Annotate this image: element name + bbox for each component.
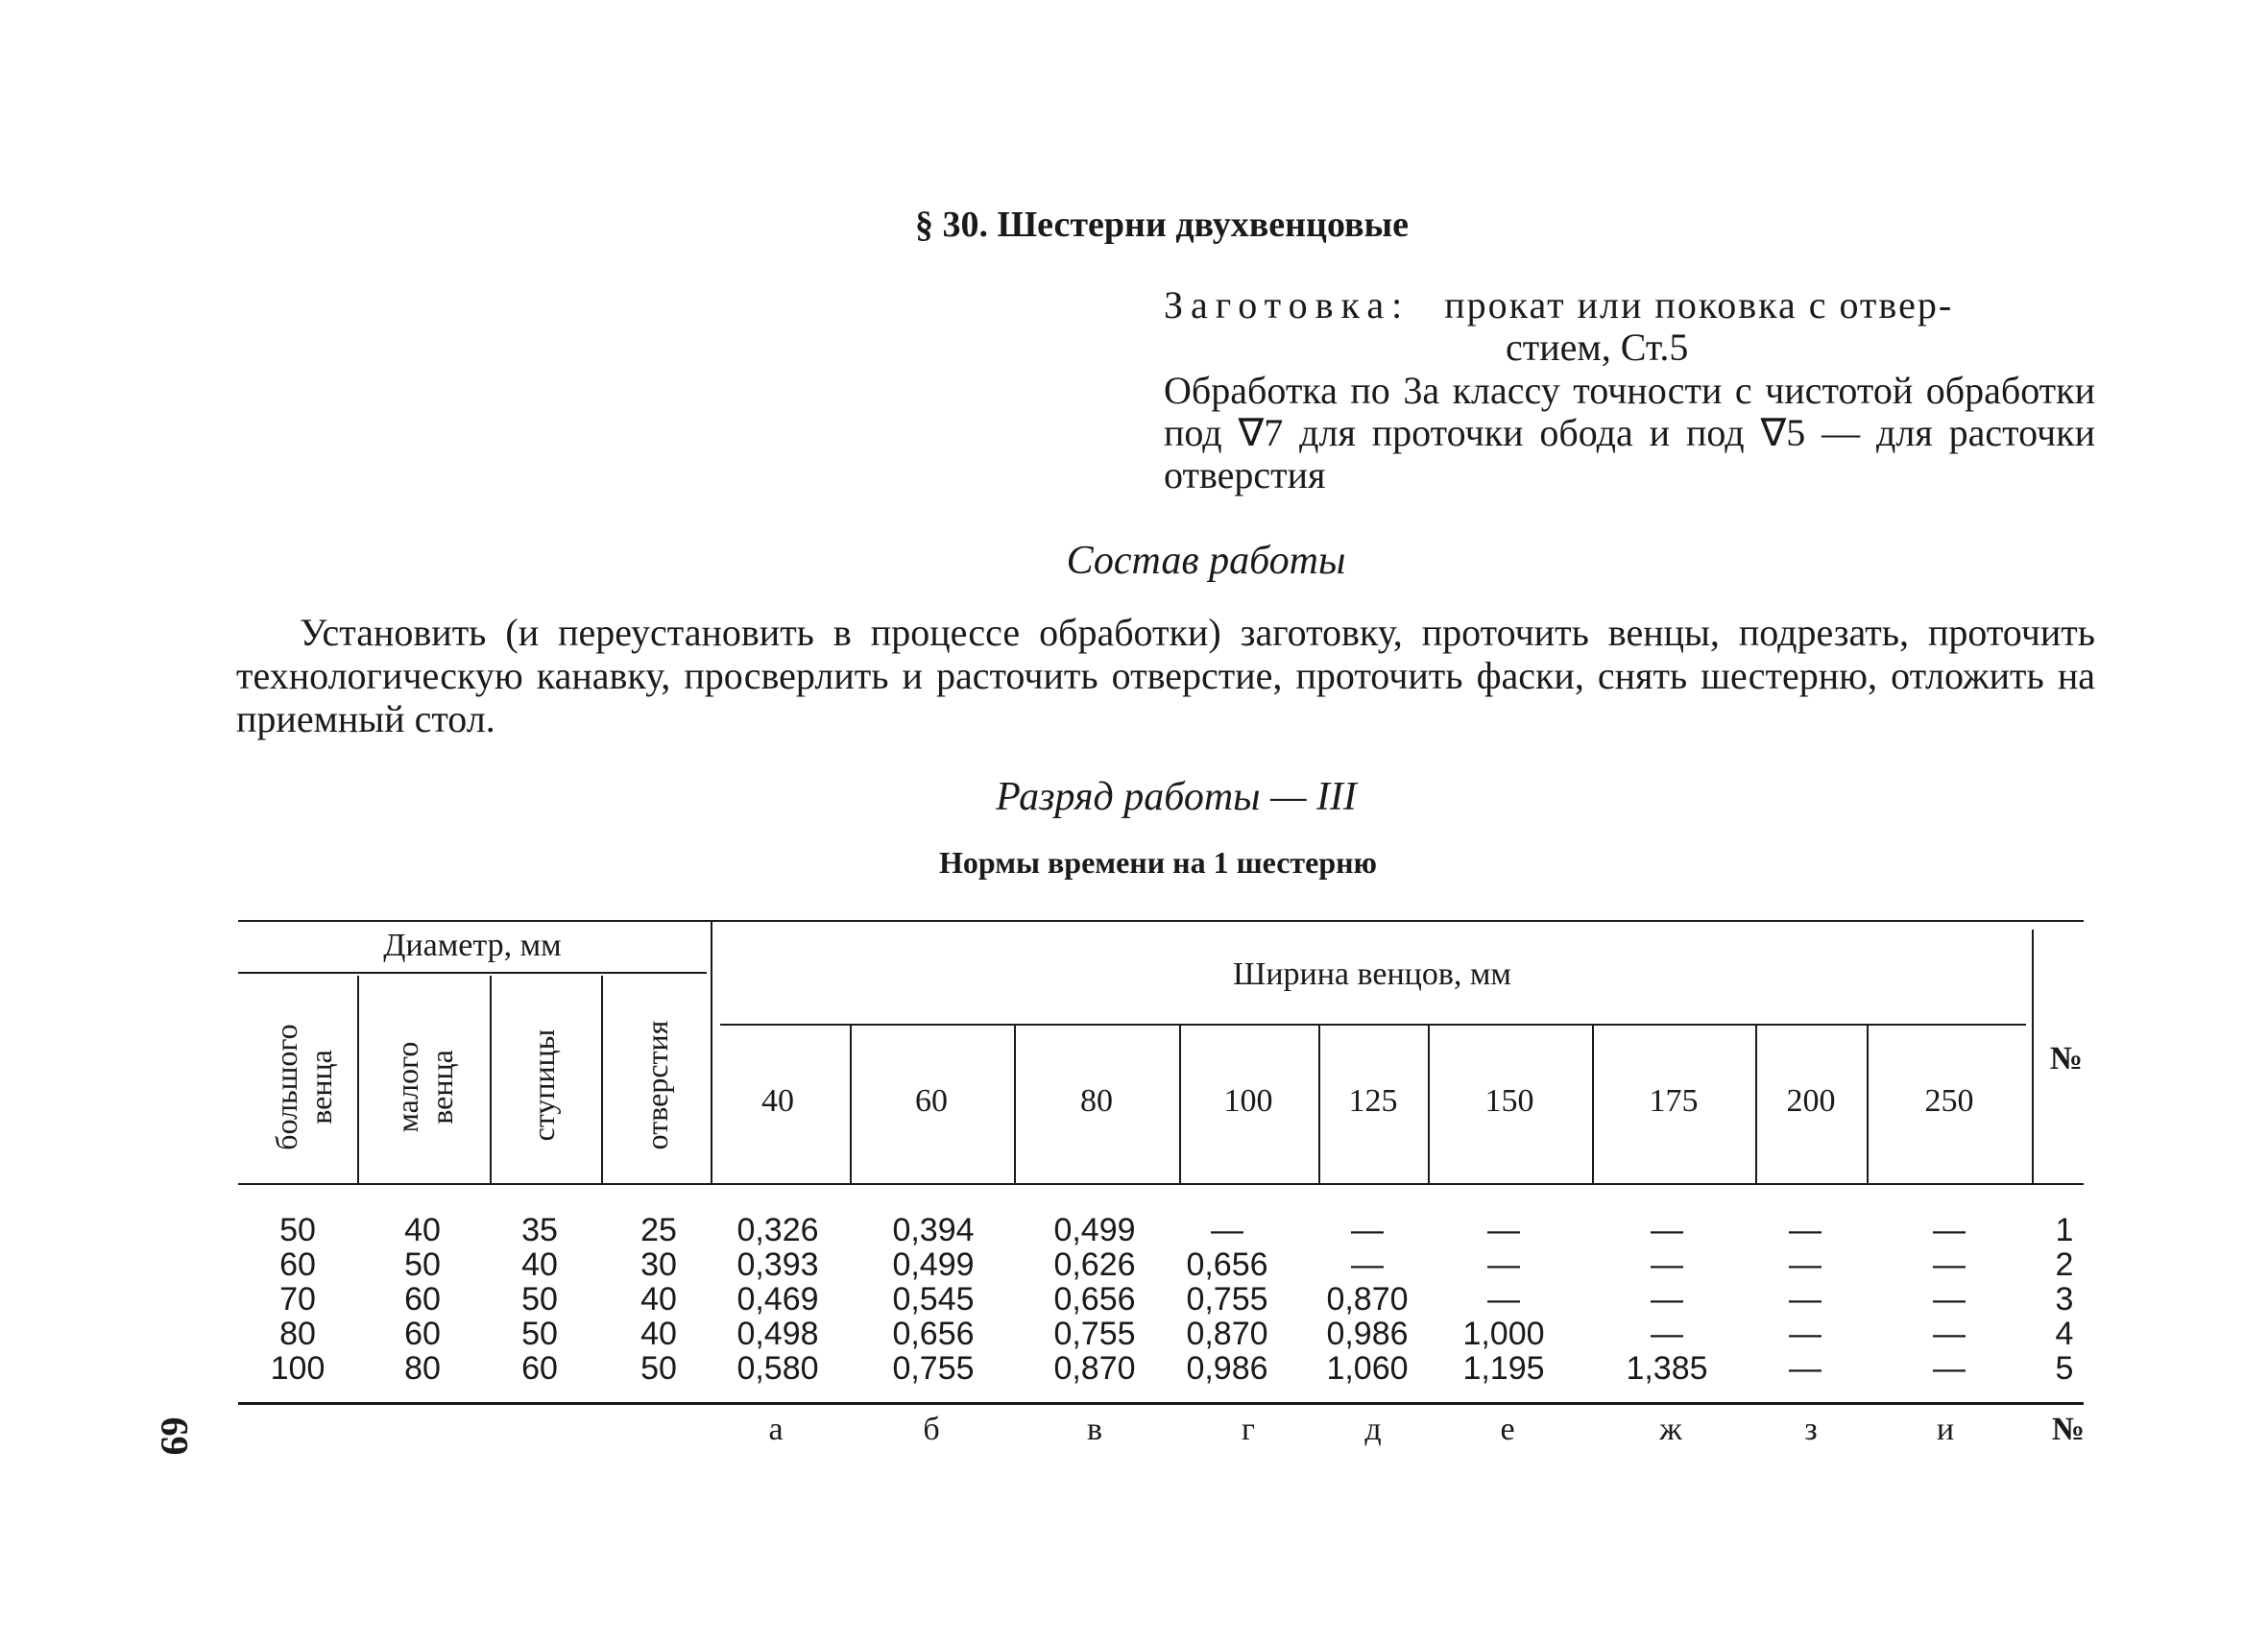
col-divider — [1428, 1026, 1430, 1183]
col-divider — [1179, 1026, 1181, 1183]
col-divider — [1592, 1026, 1594, 1183]
width-col-175: 175 — [1649, 1083, 1699, 1119]
width-header: Ширина венцов, мм — [1233, 956, 1511, 992]
time-cell: — — [1789, 1316, 1822, 1352]
diameter-cell: 40 — [404, 1212, 441, 1248]
page-number: 69 — [153, 1416, 197, 1456]
time-cell: — — [1351, 1212, 1384, 1248]
no-header: № — [2049, 1041, 2084, 1077]
footer-letter: ж — [1659, 1412, 1682, 1447]
time-cell: — — [1789, 1246, 1822, 1283]
col-divider — [490, 976, 492, 1183]
time-cell: — — [1487, 1246, 1520, 1283]
blank-description — [1164, 284, 2095, 369]
diameter-cell: 80 — [404, 1350, 441, 1387]
col-label-text: малого венца — [390, 1041, 459, 1133]
row-number: 2 — [2055, 1246, 2074, 1283]
diameter-cell: 50 — [640, 1350, 677, 1387]
time-cell: 0,870 — [1186, 1316, 1268, 1352]
time-cell: 0,498 — [736, 1316, 819, 1352]
footer-letter: б — [923, 1412, 940, 1447]
diameter-cell: 50 — [404, 1246, 441, 1283]
processing-text: Обработка по 3а классу точности с чистотой обработки под ∇7 для проточки обода и под ∇5 — для расточки отверстия — [1164, 369, 2095, 496]
time-cell: — — [1933, 1246, 1966, 1283]
time-cell: 0,394 — [892, 1212, 975, 1248]
width-header-rule — [720, 1024, 2026, 1026]
time-cell: — — [1211, 1212, 1243, 1248]
diameter-cell: 40 — [640, 1281, 677, 1318]
time-cell: 1,060 — [1326, 1350, 1409, 1387]
col-divider — [1318, 1026, 1320, 1183]
section-title: § 30. Шестерни двухвенцовые — [914, 205, 1410, 245]
col-label-big-crown — [269, 1010, 338, 1164]
width-col-250: 250 — [1924, 1083, 1974, 1119]
col-label-text: ступицы — [526, 1028, 561, 1142]
col-label-text: отверстия — [639, 1020, 674, 1150]
time-cell: 0,755 — [1053, 1316, 1136, 1352]
width-col-60: 60 — [915, 1083, 948, 1119]
time-cell: 0,580 — [736, 1350, 819, 1387]
time-cell: 0,870 — [1053, 1350, 1136, 1387]
diameter-cell: 60 — [279, 1246, 316, 1283]
time-cell: — — [1789, 1281, 1822, 1318]
time-cell: 0,626 — [1053, 1246, 1136, 1283]
footer-letter: в — [1086, 1412, 1103, 1447]
col-divider — [601, 976, 603, 1183]
time-cell: 0,499 — [1053, 1212, 1136, 1248]
row-number: 1 — [2055, 1212, 2074, 1248]
time-cell: — — [1933, 1281, 1966, 1318]
time-cell: 0,499 — [892, 1246, 975, 1283]
width-col-200: 200 — [1786, 1083, 1836, 1119]
blank-label: Заготовка: — [1164, 283, 1411, 327]
time-cell: 0,986 — [1326, 1316, 1409, 1352]
width-col-40: 40 — [761, 1083, 794, 1119]
time-cell: — — [1933, 1350, 1966, 1387]
time-cell: 0,986 — [1186, 1350, 1268, 1387]
time-cell: 0,545 — [892, 1281, 975, 1318]
time-cell: 0,656 — [1053, 1281, 1136, 1318]
col-label-text: большого венца — [269, 1024, 338, 1150]
col-divider — [850, 1026, 852, 1183]
time-cell: 1,195 — [1462, 1350, 1545, 1387]
col-divider — [357, 976, 359, 1183]
diameter-cell: 40 — [521, 1246, 558, 1283]
diameter-cell: 60 — [521, 1350, 558, 1387]
table-top-rule — [238, 920, 2084, 922]
diameter-cell: 100 — [270, 1350, 326, 1387]
time-cell: — — [1487, 1281, 1520, 1318]
col-label-small-crown — [390, 1010, 459, 1164]
diameter-cell: 30 — [640, 1246, 677, 1283]
grade-text: Разряд работы — III — [996, 775, 1357, 819]
time-cell: — — [1651, 1281, 1683, 1318]
time-cell: 0,656 — [892, 1316, 975, 1352]
footer-letter: а — [768, 1412, 784, 1447]
col-divider — [2032, 930, 2034, 1183]
time-cell: 0,656 — [1186, 1246, 1268, 1283]
time-cell: — — [1789, 1212, 1822, 1248]
footer-letter: и — [1936, 1412, 1955, 1447]
time-cell: — — [1487, 1212, 1520, 1248]
width-col-100: 100 — [1223, 1083, 1273, 1119]
time-cell: 0,469 — [736, 1281, 819, 1318]
footer-no: № — [2051, 1412, 2086, 1447]
time-cell: — — [1351, 1246, 1384, 1283]
table-caption: Нормы времени на 1 шестерню — [939, 845, 1377, 880]
time-cell: — — [1651, 1212, 1683, 1248]
time-cell: 0,870 — [1326, 1281, 1409, 1318]
diameter-cell: 25 — [640, 1212, 677, 1248]
diameter-cell: 50 — [279, 1212, 316, 1248]
width-col-150: 150 — [1484, 1083, 1534, 1119]
diameter-header-rule — [238, 972, 707, 974]
time-cell: 0,326 — [736, 1212, 819, 1248]
diameter-cell: 50 — [521, 1316, 558, 1352]
col-divider — [1867, 1026, 1869, 1183]
blank-line-1: прокат или поковка с отвер- — [1444, 283, 1954, 327]
width-col-125: 125 — [1348, 1083, 1398, 1119]
row-number: 5 — [2055, 1350, 2074, 1387]
footer-letter: д — [1364, 1412, 1382, 1447]
diameter-cell: 70 — [279, 1281, 316, 1318]
time-cell: 1,000 — [1462, 1316, 1545, 1352]
time-cell: — — [1651, 1246, 1683, 1283]
footer-letter: г — [1242, 1412, 1255, 1447]
work-heading: Состав работы — [1066, 539, 1346, 583]
footer-letter: з — [1804, 1412, 1818, 1447]
time-cell: — — [1651, 1316, 1683, 1352]
row-number: 3 — [2055, 1281, 2074, 1318]
row-number: 4 — [2055, 1316, 2074, 1352]
diameter-cell: 80 — [279, 1316, 316, 1352]
table-bottom-rule — [238, 1402, 2084, 1405]
time-cell: 1,385 — [1626, 1350, 1708, 1387]
col-divider — [1755, 1026, 1757, 1183]
time-cell: 0,755 — [1186, 1281, 1268, 1318]
time-cell: 0,393 — [736, 1246, 819, 1283]
work-text: Установить (и переустановить в процессе обработки) заготовку, проточить венцы, подрезать, проточить технологическую канавку, просверлить и расточить отверстие, проточить фаски, снять шестерню, отложить на приемный стол. — [236, 611, 2095, 740]
diameter-cell: 35 — [521, 1212, 558, 1248]
col-divider — [711, 922, 712, 1183]
diameter-cell: 60 — [404, 1281, 441, 1318]
time-cell: — — [1933, 1212, 1966, 1248]
diameter-cell: 60 — [404, 1316, 441, 1352]
header-bottom-rule — [238, 1183, 2084, 1185]
time-cell: 0,755 — [892, 1350, 975, 1387]
footer-letter: е — [1500, 1412, 1515, 1447]
col-label-bore — [639, 1008, 674, 1162]
diameter-cell: 40 — [640, 1316, 677, 1352]
time-cell: — — [1933, 1316, 1966, 1352]
time-cell: — — [1789, 1350, 1822, 1387]
blank-line-2: стием, Ст.5 — [1506, 326, 1689, 369]
width-col-80: 80 — [1080, 1083, 1113, 1119]
col-divider — [1014, 1026, 1016, 1183]
diameter-header: Диаметр, мм — [383, 928, 562, 963]
diameter-cell: 50 — [521, 1281, 558, 1318]
col-label-hub — [526, 1008, 561, 1162]
